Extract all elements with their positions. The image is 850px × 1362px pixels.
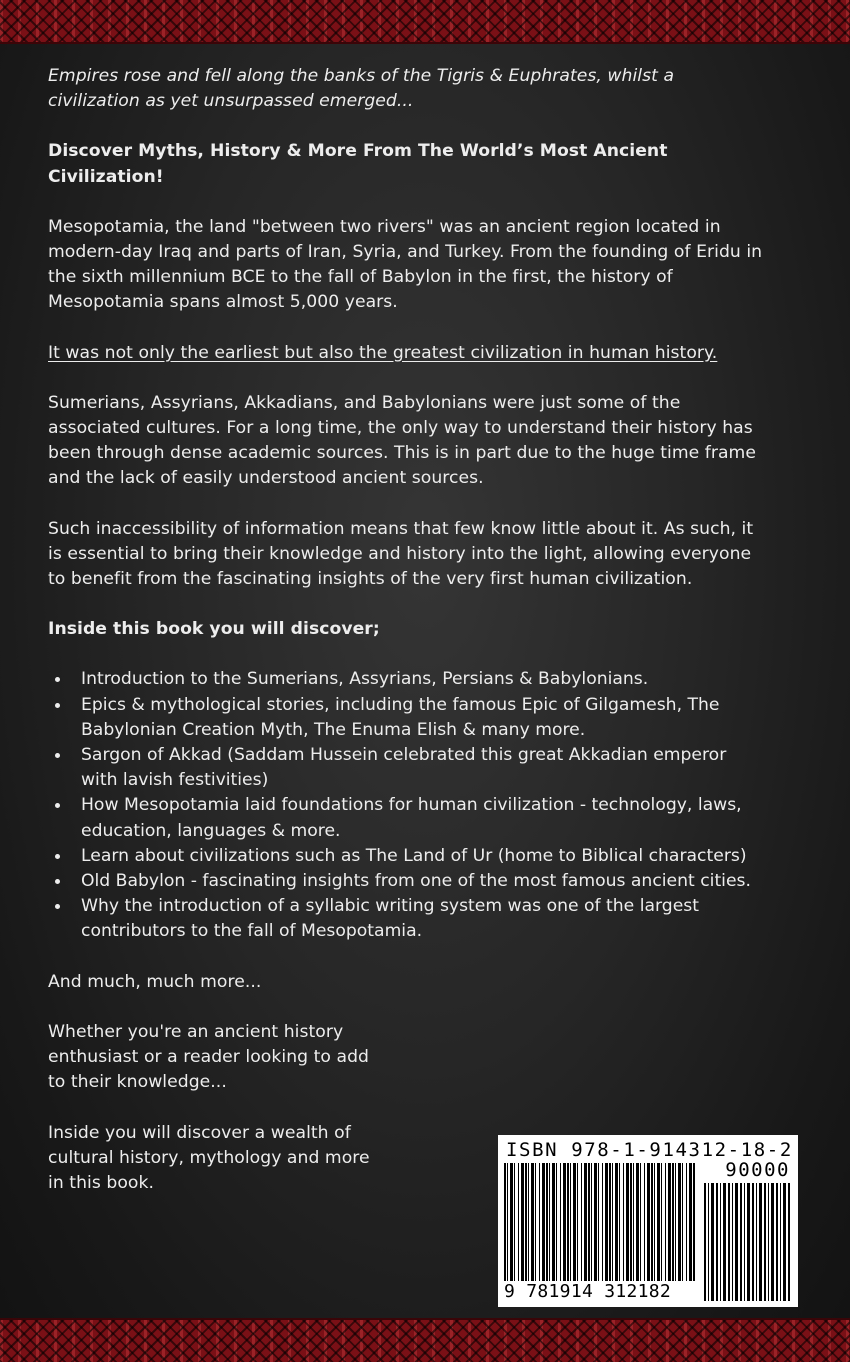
decorative-border-top bbox=[0, 0, 850, 44]
access-paragraph: Such inaccessibility of information means that few know little about it. As such, it is essential to bring their knowledge and history into the light, allowing everyone to benefit from the fascinating insights of the very first human civilization. bbox=[48, 518, 754, 590]
closing-paragraph: Whether you're an ancient history enthusiast or a reader looking to add to their knowledge... bbox=[48, 1021, 369, 1093]
back-cover-text bbox=[48, 64, 768, 1196]
decorative-border-bottom bbox=[0, 1318, 850, 1362]
ean-digits: 9 781914 312182 bbox=[504, 1281, 700, 1302]
ean-barcode-bars bbox=[504, 1163, 696, 1283]
list-item: Learn about civilizations such as The Land of Ur (home to Biblical characters) bbox=[81, 844, 768, 869]
list-item: Sargon of Akkad (Saddam Hussein celebrated this great Akkadian emperor with lavish festivities) bbox=[81, 743, 768, 793]
list-item: Introduction to the Sumerians, Assyrians, Persians & Babylonians. bbox=[81, 667, 768, 692]
isbn-label: ISBN 978-1-914312-18-2 bbox=[506, 1139, 793, 1161]
price-addon-number: 90000 bbox=[725, 1159, 790, 1181]
much-more-text: And much, much more... bbox=[48, 971, 262, 992]
list-item: Old Babylon - fascinating insights from one of the most famous ancient cities. bbox=[81, 869, 768, 894]
list-item: Why the introduction of a syllabic writing system was one of the largest contributors to the fall of Mesopotamia. bbox=[81, 894, 768, 944]
list-item: Epics & mythological stories, including the famous Epic of Gilgamesh, The Babylonian Creation Myth, The Enuma Elish & many more. bbox=[81, 693, 768, 743]
inside-heading: Inside this book you will discover; bbox=[48, 619, 380, 640]
claim-paragraph: It was not only the earliest but also the greatest civilization in human history. bbox=[48, 342, 718, 363]
list-item: How Mesopotamia laid foundations for human civilization - technology, laws, education, languages & more. bbox=[81, 793, 768, 843]
headline: Discover Myths, History & More From The World’s Most Ancient Civilization! bbox=[48, 141, 668, 187]
intro-paragraph: Mesopotamia, the land "between two rivers" was an ancient region located in modern-day Iraq and parts of Iran, Syria, and Turkey. From the founding of Eridu in the sixth millennium BCE to the fall of Babylon in the first, the history of Mesopotamia spans almost 5,000 years. bbox=[48, 216, 763, 313]
cultures-paragraph: Sumerians, Assyrians, Akkadians, and Babylonians were just some of the associated cultures. For a long time, the only way to understand their history has been through dense academic sources. This is in part due to the huge time frame and the lack of easily understood ancient sources. bbox=[48, 392, 756, 489]
tagline: Empires rose and fell along the banks of the Tigris & Euphrates, whilst a civilization as yet unsurpassed emerged... bbox=[48, 66, 675, 112]
isbn-barcode bbox=[498, 1135, 798, 1307]
feature-list bbox=[48, 667, 768, 944]
closing-paragraph-2: Inside you will discover a wealth of cultural history, mythology and more in this book. bbox=[48, 1122, 370, 1193]
addon-barcode-bars bbox=[704, 1183, 790, 1301]
